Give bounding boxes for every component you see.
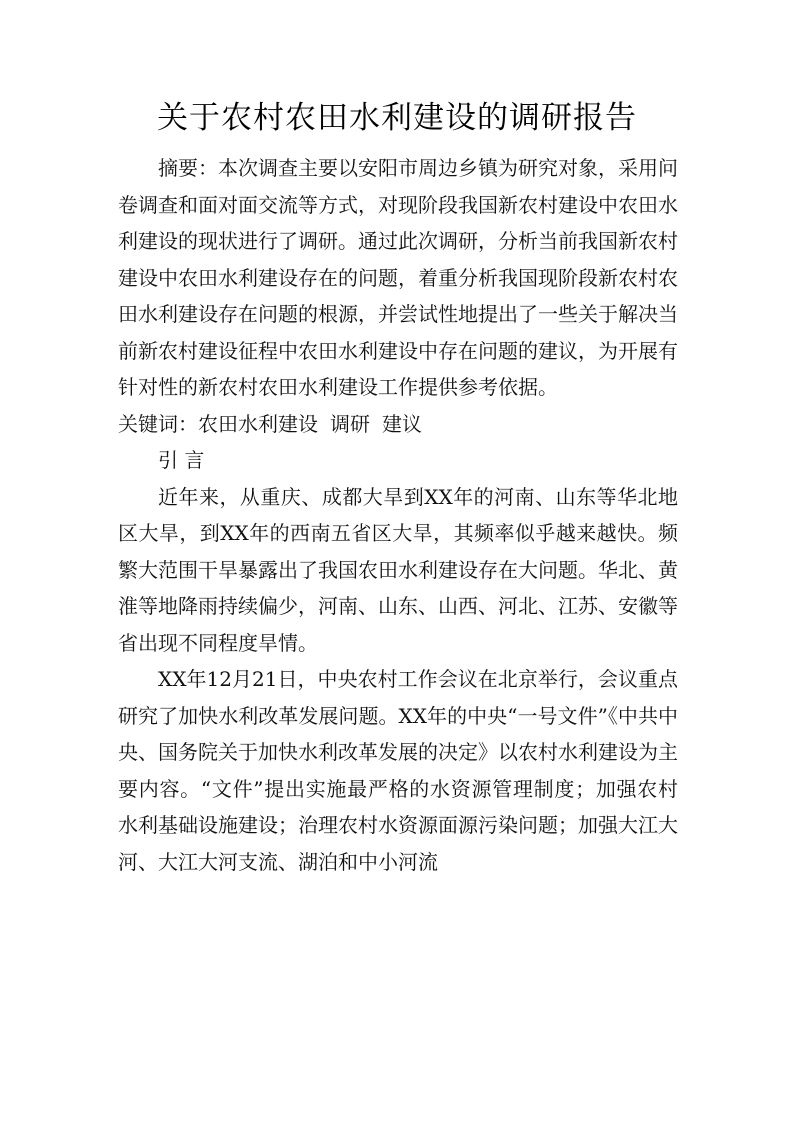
abstract-paragraph	[118, 150, 678, 406]
keywords-line	[118, 406, 678, 443]
abstract-text: 本次调查主要以安阳市周边乡镇为研究对象，采用问卷调查和面对面交流等方式，对现阶段我国新农村建设中农田水利建设的现状进行了调研。通过此次调研，分析当前我国新农村建设中农田水利建设存在的问题，着重分析我国现阶段新农村农田水利建设存在问题的根源，并尝试性地提出了一些关于解决当前新农村建设征程中农田水利建设中存在问题的建议，为开展有针对性的新农村农田水利建设工作提供参考依据。	[118, 156, 678, 399]
body-paragraph: 近年来，从重庆、成都大旱到XX年的河南、山东等华北地区大旱，到XX年的西南五省区大旱，其频率似乎越来越快。频繁大范围干旱暴露出了我国农田水利建设存在大问题。华北、黄淮等地降雨持续偏少，河南、山东、山西、河北、江苏、安徽等省出现不同程度旱情。	[118, 484, 678, 655]
keywords-label: 关键词：	[118, 411, 198, 436]
intro-heading: 引 言	[158, 448, 205, 472]
document-title: 关于农村农田水利建设的调研报告	[157, 100, 637, 136]
abstract-label: 摘要：	[158, 156, 218, 180]
keyword-item: 建议	[382, 411, 422, 436]
keyword-item: 调研	[330, 411, 370, 436]
document-body	[118, 150, 678, 880]
keyword-item: 农田水利建设	[198, 411, 318, 436]
body-paragraph: XX年12月21日，中央农村工作会议在北京举行，会议重点研究了加快水利改革发展问题。XX年的中央“一号文件”《中共中央、国务院关于加快水利改革发展的决定》以农村水利建设为主要内容。“文件”提出实施最严格的水资源管理制度；加强农村水利基础设施建设；治理农村水资源面源污染问题；加强大江大河、大江大河支流、湖泊和中小河流	[118, 667, 678, 874]
